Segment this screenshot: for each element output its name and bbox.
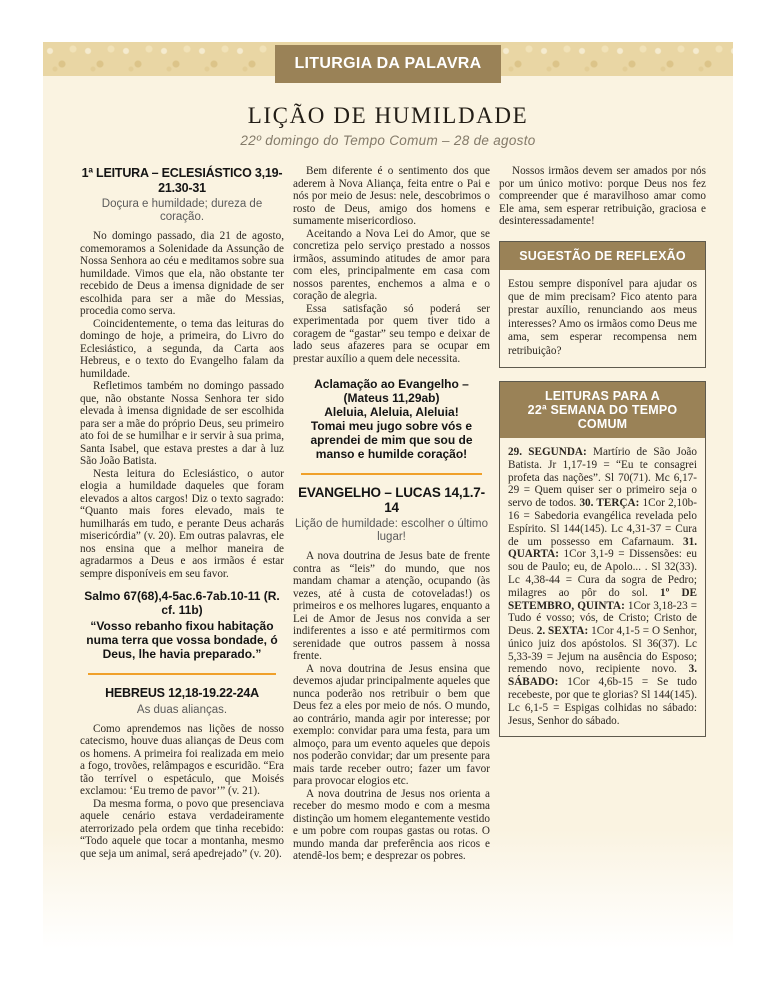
paragraph: Aceitando a Nova Lei do Amor, que se concretiza pelo serviço prestado a nossos irmãos, assumindo atitudes de amor para com eles, principalmente em casa com nossos parentes, enchemos a alma e o coração de alegria. — [293, 227, 490, 302]
psalm-refrain: “Vosso rebanho fixou habitação numa terra que vossa bondade, ó Deus, lhe havia preparado.” — [86, 619, 278, 661]
weekly-readings-title-line1: LEITURAS PARA A — [544, 388, 661, 403]
second-reading-heading: HEBREUS 12,18-19.22-24A — [105, 686, 259, 700]
gospel-acclamation-verse: Tomai meu jugo sobre vós e aprendei de mim que sou de manso e humilde coração! — [310, 419, 473, 461]
weekly-readings-box-title — [500, 382, 705, 438]
column-3 — [499, 165, 706, 737]
psalm-heading: Salmo 67(68),4-5ac.6-7ab.10-11 (R. cf. 11b) — [84, 589, 280, 617]
reflection-box-title: SUGESTÃO DE REFLEXÃO — [500, 242, 705, 270]
page-title: LIÇÃO DE HUMILDADE — [247, 103, 529, 128]
paragraph: Coincidentemente, o tema das leituras do domingo de hoje, a primeira, do Livro do Eclesiástico, a segunda, da Carta aos Hebreus, e o texto do Evangelho falam da humildade. — [80, 317, 284, 380]
page-subtitle: 22º domingo do Tempo Comum – 28 de agosto — [240, 133, 536, 148]
paragraph: Refletimos também no domingo passado que, não obstante Nossa Senhora ter sido elevada à imensa dignidade de ser escolhida para ser a mãe do próprio Deus, seu primeiro ato foi de se humilhar e ir servir à sua prima, Santa Isabel, que estava prestes a dar à luz São João Batista. — [80, 380, 284, 467]
paragraph: Nesta leitura do Eclesiástico, o autor elogia a humildade daqueles que foram elevados a altos cargos! Diz o texto sagrado: “Quanto mais fores elevado, mais te humilharás em tudo, e perante Deus acharás misericórdia” (v. 20). Em outras palavras, ele nos ensina que a melhor maneira de agradarmos a Deus e aos irmãos é estar sempre disponíveis em seu favor. — [80, 467, 284, 580]
gospel-heading: EVANGELHO – LUCAS 14,1.7-14 — [298, 485, 485, 515]
second-reading-subtitle: As duas alianças. — [136, 703, 228, 716]
paragraph: A nova doutrina de Jesus nos orienta a receber do mesmo modo e com a mesma distinção um homem elegantemente vestido e um pobre com roupas gastas ou rotas. O mundo manda dar preferência aos ricos e atendê-los bem; e desprezar os pobres. — [293, 787, 490, 862]
gospel-acclamation-alleluia: Aleluia, Aleluia, Aleluia! — [324, 405, 459, 419]
paragraph: Bem diferente é o sentimento dos que aderem à Nova Aliança, feita entre o Pai e nós por meio de Jesus: nele, descobrimos o rosto de Deus, amigo dos homens e sumamente misericordioso. — [293, 165, 490, 227]
gospel-acclamation-heading: Aclamação ao Evangelho – (Mateus 11,29ab) — [314, 377, 469, 405]
gospel-subtitle: Lição de humildade: escolher o último lugar! — [294, 518, 489, 543]
paragraph: Da mesma forma, o povo que presenciava aquele cenário estava verdadeiramente aterrorizado pela ordem que tinha recebido: “Todo aquele que tocar a montanha, mesmo que seja um animal, será apedrejado” (v. 20). — [80, 797, 284, 860]
section-banner: LITURGIA DA PALAVRA — [275, 45, 501, 83]
paragraph: A nova doutrina de Jesus ensina que devemos ajudar principalmente aqueles que nunca poderão nos retribuir o bem que Deus fez a eles por meio de nós. O mundo, ao contrário, manda agir por interesse; por exemplo: convidar para uma festa, para um almoço, para um evento aqueles que depois nos poderão convidar; dar um presente para mais tarde receber outro; fazer um favor para provocar elogios etc. — [293, 662, 490, 787]
paragraph: No domingo passado, dia 21 de agosto, comemoramos a Solenidade da Assunção de Nossa Senhora ao céu e meditamos sobre sua humildade. Vimos que ela, não obstante ter recebido de Deus a imensa dignidade de ser escolhida para ser a mãe do Messias, procedia como serva. — [80, 230, 284, 317]
paragraph: Essa satisfação só poderá ser experimentada por quem tiver tido a coragem de “gastar” seu tempo e deixar de lado seus afazeres para se ocupar em prestar auxílio a quem dele necessita. — [293, 302, 490, 365]
paragraph: Nossos irmãos devem ser amados por nós por um único motivo: porque Deus nos fez compreender que é maravilhoso amar como Ele ama, sem esperar retribuição, graciosa e desinteressadamente! — [499, 165, 706, 227]
weekly-readings-title-line2: 22ª SEMANA DO TEMPO COMUM — [527, 402, 678, 431]
weekly-readings-box — [499, 381, 706, 738]
content-sheet — [43, 42, 733, 958]
first-reading-subtitle: Doçura e humildade; dureza de coração. — [101, 198, 263, 223]
orange-divider — [88, 673, 276, 675]
column-1 — [80, 165, 284, 860]
reflection-box — [499, 241, 706, 368]
three-column-layout — [43, 165, 733, 863]
paragraph: Como aprendemos nas lições de nosso catecismo, houve duas alianças de Deus com os homens. A primeira foi realizada em meio a fogo, trovões, relâmpagos e escuridão. “Era tão terrível o espetáculo, que Moisés exclamou: ‘Eu tremo de pavor’” (v. 21). — [80, 722, 284, 797]
reflection-box-body: Estou sempre disponível para ajudar os que de mim precisam? Fico atento para prestar auxílio, renunciando aos meus interesses? Amo os irmãos como Deus me ama, sem esperar recompensa nem retribuição? — [508, 277, 697, 357]
paragraph: A nova doutrina de Jesus bate de frente contra as “leis” do mundo, que nos mandam chamar a atenção, ocupando (às vezes, até à custa de cotoveladas!) os primeiros e os melhores lugares, enquanto a Lei de Amor de Jesus nos convida a ser indiferentes a isso e até permitirmos com serenidade que outros passem à nossa frente. — [293, 550, 490, 662]
first-reading-heading: 1ª LEITURA – ECLESIÁSTICO 3,19-21.30-31 — [81, 166, 283, 195]
orange-divider — [301, 473, 482, 475]
weekly-readings-box-body: 29. SEGUNDA: Martírio de São João Batista. Jr 1,17-19 = “Eu te consagrei profeta das nações”. Sl 70(71). Mc 6,17-29 = Quem quiser ser o primeiro seja o servo de todos. 30. TERÇA: 1Cor 2,10b-16 = Sabedoria evangélica revelada pelo Espírito. Sl 144(145). Lc 4,31-37 = Cura de um possesso em Cafarnaum. 31. QUARTA: 1Cor 3,1-9 = Dissensões: eu sou de Paulo; eu, de Apolo... . Sl 32(33). Lc 4,38-44 = Cura da sogra de Pedro; milagres ao pôr do sol. 1º DE SETEMBRO, QUINTA: 1Cor 3,18-23 = Tudo é vosso; vós, de Cristo; Cristo de Deus. 2. SEXTA: 1Cor 4,1-5 = O Senhor, único juiz dos apóstolos. Sl 36(37). Lc 5,33-39 = Jejum na ausência do Esposo; remendo novo, recipiente novo. 3. SÁBADO: 1Cor 4,6b-15 = Se tudo recebeste, por que te glorias? Sl 144(145). Lc 6,1-5 = Espigas colhidas no sábado: Jesus, Senhor do sábado. — [508, 445, 697, 727]
column-2 — [293, 165, 490, 863]
